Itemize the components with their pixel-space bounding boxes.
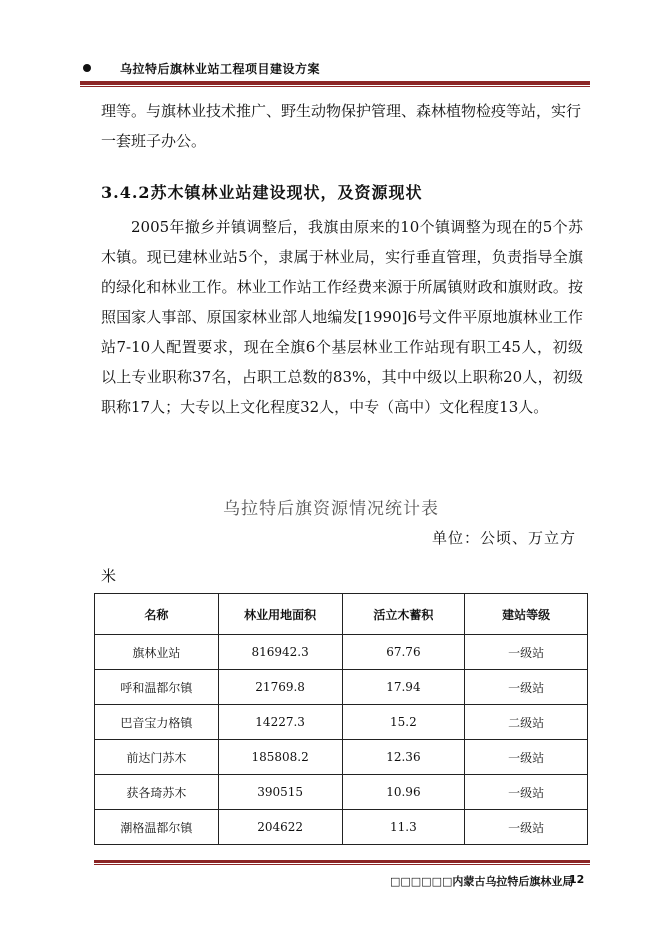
footer-org: □□□□□□内蒙古乌拉特后旗林业局 — [390, 875, 574, 888]
cell-area: 21769.8 — [218, 670, 342, 705]
header-rule-thin — [80, 86, 590, 87]
section-heading: 3.4.2苏木镇林业站建设现状，及资源现状 — [101, 183, 423, 202]
table-unit: 单位：公顷、万立方 — [432, 529, 577, 547]
footer-rule-thin — [94, 864, 590, 865]
cell-volume: 17.94 — [342, 670, 465, 705]
resource-table — [94, 593, 588, 845]
cell-area: 390515 — [218, 775, 342, 810]
table-row — [95, 705, 588, 740]
table-title: 乌拉特后旗资源情况统计表 — [223, 499, 439, 519]
cell-grade: 二级站 — [465, 705, 588, 740]
page-number: 12 — [569, 873, 585, 886]
cell-name: 前达门苏木 — [95, 740, 219, 775]
header-cell: 名称 — [95, 594, 219, 635]
cell-volume: 12.36 — [342, 740, 465, 775]
bullet-icon — [83, 64, 91, 72]
cell-area: 204622 — [218, 810, 342, 845]
cell-name: 潮格温都尔镇 — [95, 810, 219, 845]
header-cell: 建站等级 — [465, 594, 588, 635]
table-unit-cont: 米 — [101, 567, 117, 585]
header-cell: 林业用地面积 — [218, 594, 342, 635]
cell-volume: 11.3 — [342, 810, 465, 845]
cell-volume: 10.96 — [342, 775, 465, 810]
header-title: 乌拉特后旗林业站工程项目建设方案 — [120, 62, 321, 76]
header-cell: 活立木蓄积 — [342, 594, 465, 635]
cell-name: 巴音宝力格镇 — [95, 705, 219, 740]
table-row — [95, 810, 588, 845]
cell-grade: 一级站 — [465, 775, 588, 810]
cell-grade: 一级站 — [465, 740, 588, 775]
cell-grade: 一级站 — [465, 635, 588, 670]
cell-volume: 15.2 — [342, 705, 465, 740]
cell-area: 816942.3 — [218, 635, 342, 670]
table-row — [95, 635, 588, 670]
page-header — [80, 58, 590, 78]
footer-rule — [94, 860, 590, 863]
cell-volume: 67.76 — [342, 635, 465, 670]
cell-grade: 一级站 — [465, 670, 588, 705]
cell-name: 呼和温都尔镇 — [95, 670, 219, 705]
cell-area: 14227.3 — [218, 705, 342, 740]
cell-name: 获各琦苏木 — [95, 775, 219, 810]
table-row — [95, 775, 588, 810]
paragraph-intro: 理等。与旗林业技术推广、野生动物保护管理、森林植物检疫等站，实行一套班子办公。 — [101, 102, 582, 150]
table-row — [95, 670, 588, 705]
paragraph-status: 2005年撤乡并镇调整后，我旗由原来的10个镇调整为现在的5个苏木镇。现已建林业站5个，隶属于林业局，实行垂直管理，负责指导全旗的绿化和林业工作。林业工作站工作经费来源于所属镇财政和旗财政。按照国家人事部、原国家林业部人地编发[1990]6号文件平原地旗林业工作站7-10人配置要求，现在全旗6个基层林业工作站现有职工45人，初级以上专业职称37名，占职工总数的83%，其中中级以上职称20人，初级职称17人；大专以上文化程度32人，中专（高中）文化程度13人。 — [101, 218, 583, 416]
table-row — [95, 740, 588, 775]
cell-name: 旗林业站 — [95, 635, 219, 670]
table-header-row — [95, 594, 588, 635]
cell-area: 185808.2 — [218, 740, 342, 775]
cell-grade: 一级站 — [465, 810, 588, 845]
header-rule — [80, 81, 590, 85]
